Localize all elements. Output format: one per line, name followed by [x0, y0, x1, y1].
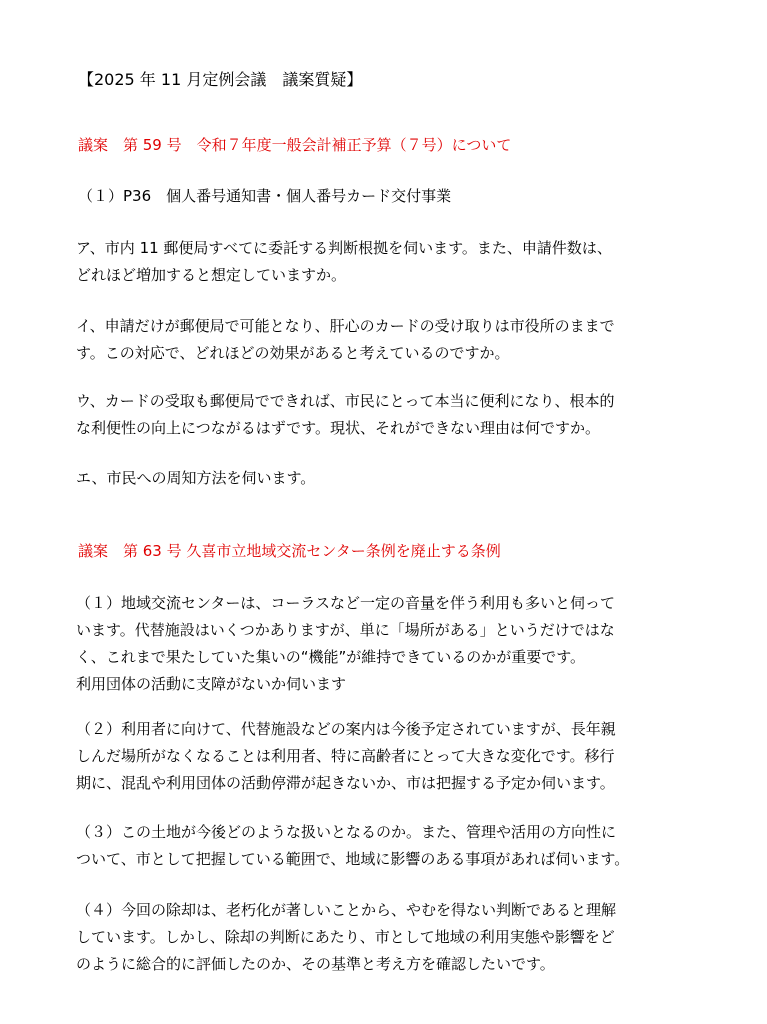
question-63-1: （１）地域交流センターは、コーラスなど一定の音量を伴う利用も多いと伺って います。代替施設はいくつかありますが、単に「場所がある」というだけではな く、これまで果たしていた集いの“機能”が維持できているのかが重要です。 利用団体の活動に支障がないか伺います: [76, 594, 615, 693]
question-59-e: エ、市民への周知方法を伺います。: [76, 469, 316, 487]
agenda-59-subheading: （１）P36 個人番号通知書・個人番号カード交付事業: [78, 187, 452, 205]
question-59-u: ウ、カードの受取も郵便局でできれば、市民にとって本当に便利になり、根本的 な利便性の向上につながるはずです。現状、それができない理由は何ですか。: [76, 392, 615, 437]
question-59-a: ア、市内 11 郵便局すべてに委託する判断根拠を伺います。また、申請件数は、 どれほど増加すると想定していますか。: [76, 239, 612, 284]
document-title: 【2025 年 11 月定例会議 議案質疑】: [78, 70, 363, 89]
agenda-heading-63: 議案 第 63 号 久喜市立地域交流センター条例を廃止する条例: [78, 542, 501, 560]
question-59-i: イ、申請だけが郵便局で可能となり、肝心のカードの受け取りは市役所のままで す。この対応で、どれほどの効果があると考えているのですか。: [76, 317, 615, 362]
agenda-heading-59: 議案 第 59 号 令和７年度一般会計補正予算（７号）について: [78, 136, 512, 154]
question-63-2: （２）利用者に向けて、代替施設などの案内は今後予定されていますが、長年親 しんだ場所がなくなることは利用者、特に高齢者にとって大きな変化です。移行 期に、混乱や利用団体の活動停滞が起きないか、市は把握する予定か伺います。: [76, 720, 616, 792]
question-63-3: （３）この土地が今後どのような扱いとなるのか。また、管理や活用の方向性に ついて、市として把握している範囲で、地域に影響のある事項があれば伺います。: [76, 823, 630, 868]
question-63-4: （４）今回の除却は、老朽化が著しいことから、やむを得ない判断であると理解 しています。しかし、除却の判断にあたり、市として地域の利用実態や影響をど のように総合的に評価したのか、その基準と考え方を確認したいです。: [76, 901, 617, 973]
